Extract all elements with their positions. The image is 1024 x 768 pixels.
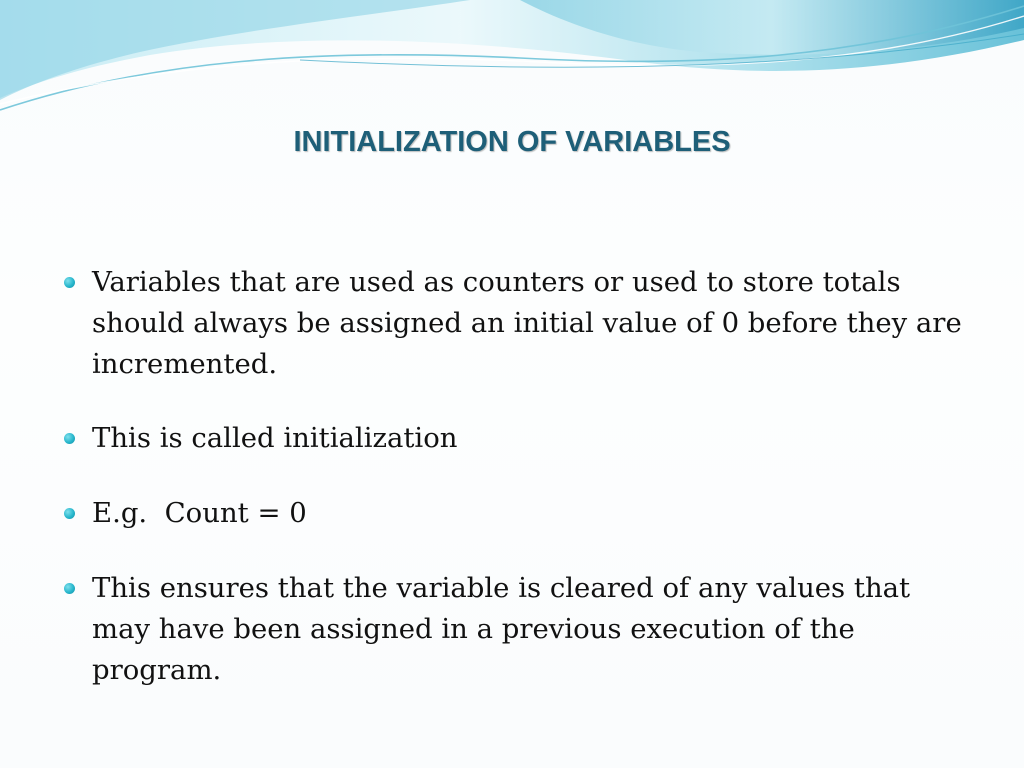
bullet-text: This is called initialization bbox=[92, 422, 458, 454]
bullet-dot-icon bbox=[64, 508, 75, 519]
bullet-text: This ensures that the variable is cleared of any values that may have been assigned in a previous execution of the program. bbox=[92, 572, 911, 686]
bullet-text: E.g. Count = 0 bbox=[92, 497, 307, 529]
slide-title: INITIALIZATION OF VARIABLES bbox=[293, 126, 731, 158]
bullet-dot-icon bbox=[64, 583, 75, 594]
bullet-text: Variables that are used as counters or used to store totals should always be assigned an initial value of 0 before they are incremented. bbox=[92, 266, 962, 380]
bullet-dot-icon bbox=[64, 433, 75, 444]
bullet-dot-icon bbox=[64, 277, 75, 288]
